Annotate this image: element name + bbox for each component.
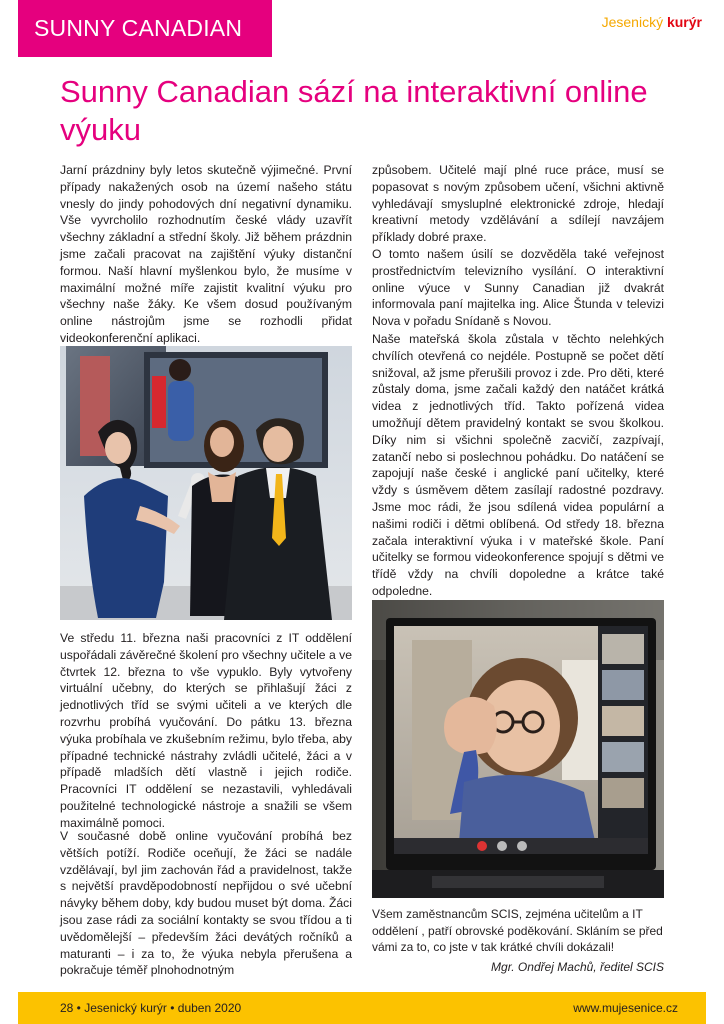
footer-website: www.mujesenice.cz: [573, 1001, 678, 1015]
article-title: Sunny Canadian sází na interaktivní online výuku: [60, 74, 648, 147]
paragraph-current-state: V současné době online vyučování probíhá bez větších potíží. Rodiče oceňují, že žáci se nadále vzdělávají, byl jim zachován řád a pravidelnost, takže s největší pravděpodobností nepřijdou o své učební návyky během doby, kdy budou muset být doma. Žáci jsou zase rádi za sociální kontakty se svou třídou a ti uvědomělejší – především žáci devátých ročníků a maturanti – i za to, že výuka nebyla přerušena a pokračuje téměř plnohodnotným: [60, 829, 352, 978]
footer-issue: 28 • Jesenický kurýr • duben 2020: [60, 1001, 242, 1015]
paragraph-kindergarten: Naše mateřská škola zůstala v těchto nelehkých chvílích otevřená co nejdéle. Postupně se počet dětí snižoval, až jsme přerušili provoz i zde. Pro děti, které zůstaly doma, jsme začali každý den natáčet krátká videa z jednotlivých tříd. Takto pořízená videa umožňují dětem pravidelný kontakt se svou školkou. Díky nim si všichni společně zacvičí, zazpívají, zatančí nebo si poslechnou pohádku. Do natáčení se zapojují naše české i anglické paní učitelky, které vždy s úsměvem dětem zasílají radostné pozdravy. Jsme moc rádi, že jsou sdílená videa populární a našimi rodiči i dětmi oblíbená. Od středy 18. března začala interaktivní výuka i v mateřské škole. Paní učitelky se formou videokonference spojují s dětmi ve třídě vždy na chvíli dopoledne a krátce také odpoledne.: [372, 332, 664, 598]
section-tab: SUNNY CANADIAN: [18, 0, 272, 57]
page-footer: [18, 992, 706, 1024]
paragraph-teachers: způsobem. Učitelé mají plné ruce práce, musí se popasovat s novým způsobem učení, všichni aktivně vyhledávají smysluplné elektronické zdroje, hledají kreativní metody vzdělávání a sdílejí navzájem příklady dobré praxe.: [372, 163, 664, 245]
paragraph-tv: O tomto našem úsilí se dozvěděla také veřejnost prostřednictvím televizního vysílání. O interaktivní online výuce v Sunny Canadian již dvakrát informovala paní majitelka ing. Alice Štunda v televizi Nova v pořadu Snídaně s Novou.: [372, 247, 664, 329]
paragraph-it-department: Ve středu 11. března naši pracovníci z IT oddělení uspořádali závěrečné školení pro všechny učitele a ve čtvrtek 12. března to vše vypuklo. Byly vytvořeny virtuální učebny, do kterých se přihlašují žáci z jednotlivých tříd se svými učiteli a ve kterých dle rozvrhu probíhá vyučování. Do pátku 13. března výuka probíhala ve zkušebním režimu, bylo třeba, aby případné technické nástrahy zvládli učitelé, žáci a v případě mladších dětí vlastně i jejich rodiče. Pracovníci IT oddělení se nezastavili, vyhledávali použitelné technologické nástroje a snažili se všem maximálně pomoci.: [60, 631, 352, 830]
masthead-part2: kurýr: [666, 14, 702, 30]
photo-caption: Všem zaměstnancům SCIS, zejména učitelům a IT oddělení , patří obrovské poděkování. Skláním se před vámi za to, co jste v tak krátké chvíli dokázali!: [372, 907, 663, 954]
masthead-logo: [602, 14, 702, 30]
paragraph-intro: Jarní prázdniny byly letos skutečně výjimečné. První případy nakažených osob na území našeho státu vnesly do jindy pohodových dní negativní dynamiku. Vše vyvrcholilo rozhodnutím české vlády uzavřít všechny základní a střední školy. Již během prázdnin jsme začali pracovat na zajištění výuky distanční formou. Naší hlavní myšlenkou bylo, že musíme v maximální možné míře zajistit kvalitní výuku pro všechny naše žáky. Ke všem dosud používaným online nástrojům jsme se rozhodli přidat videokonferenční aplikaci.: [60, 163, 352, 345]
tv-interview-photo: [60, 346, 352, 620]
online-lesson-photo: [372, 600, 664, 898]
author-signature: Mgr. Ondřej Machů, ředitel SCIS: [491, 960, 664, 974]
masthead-part1: Jesenický: [601, 14, 664, 30]
